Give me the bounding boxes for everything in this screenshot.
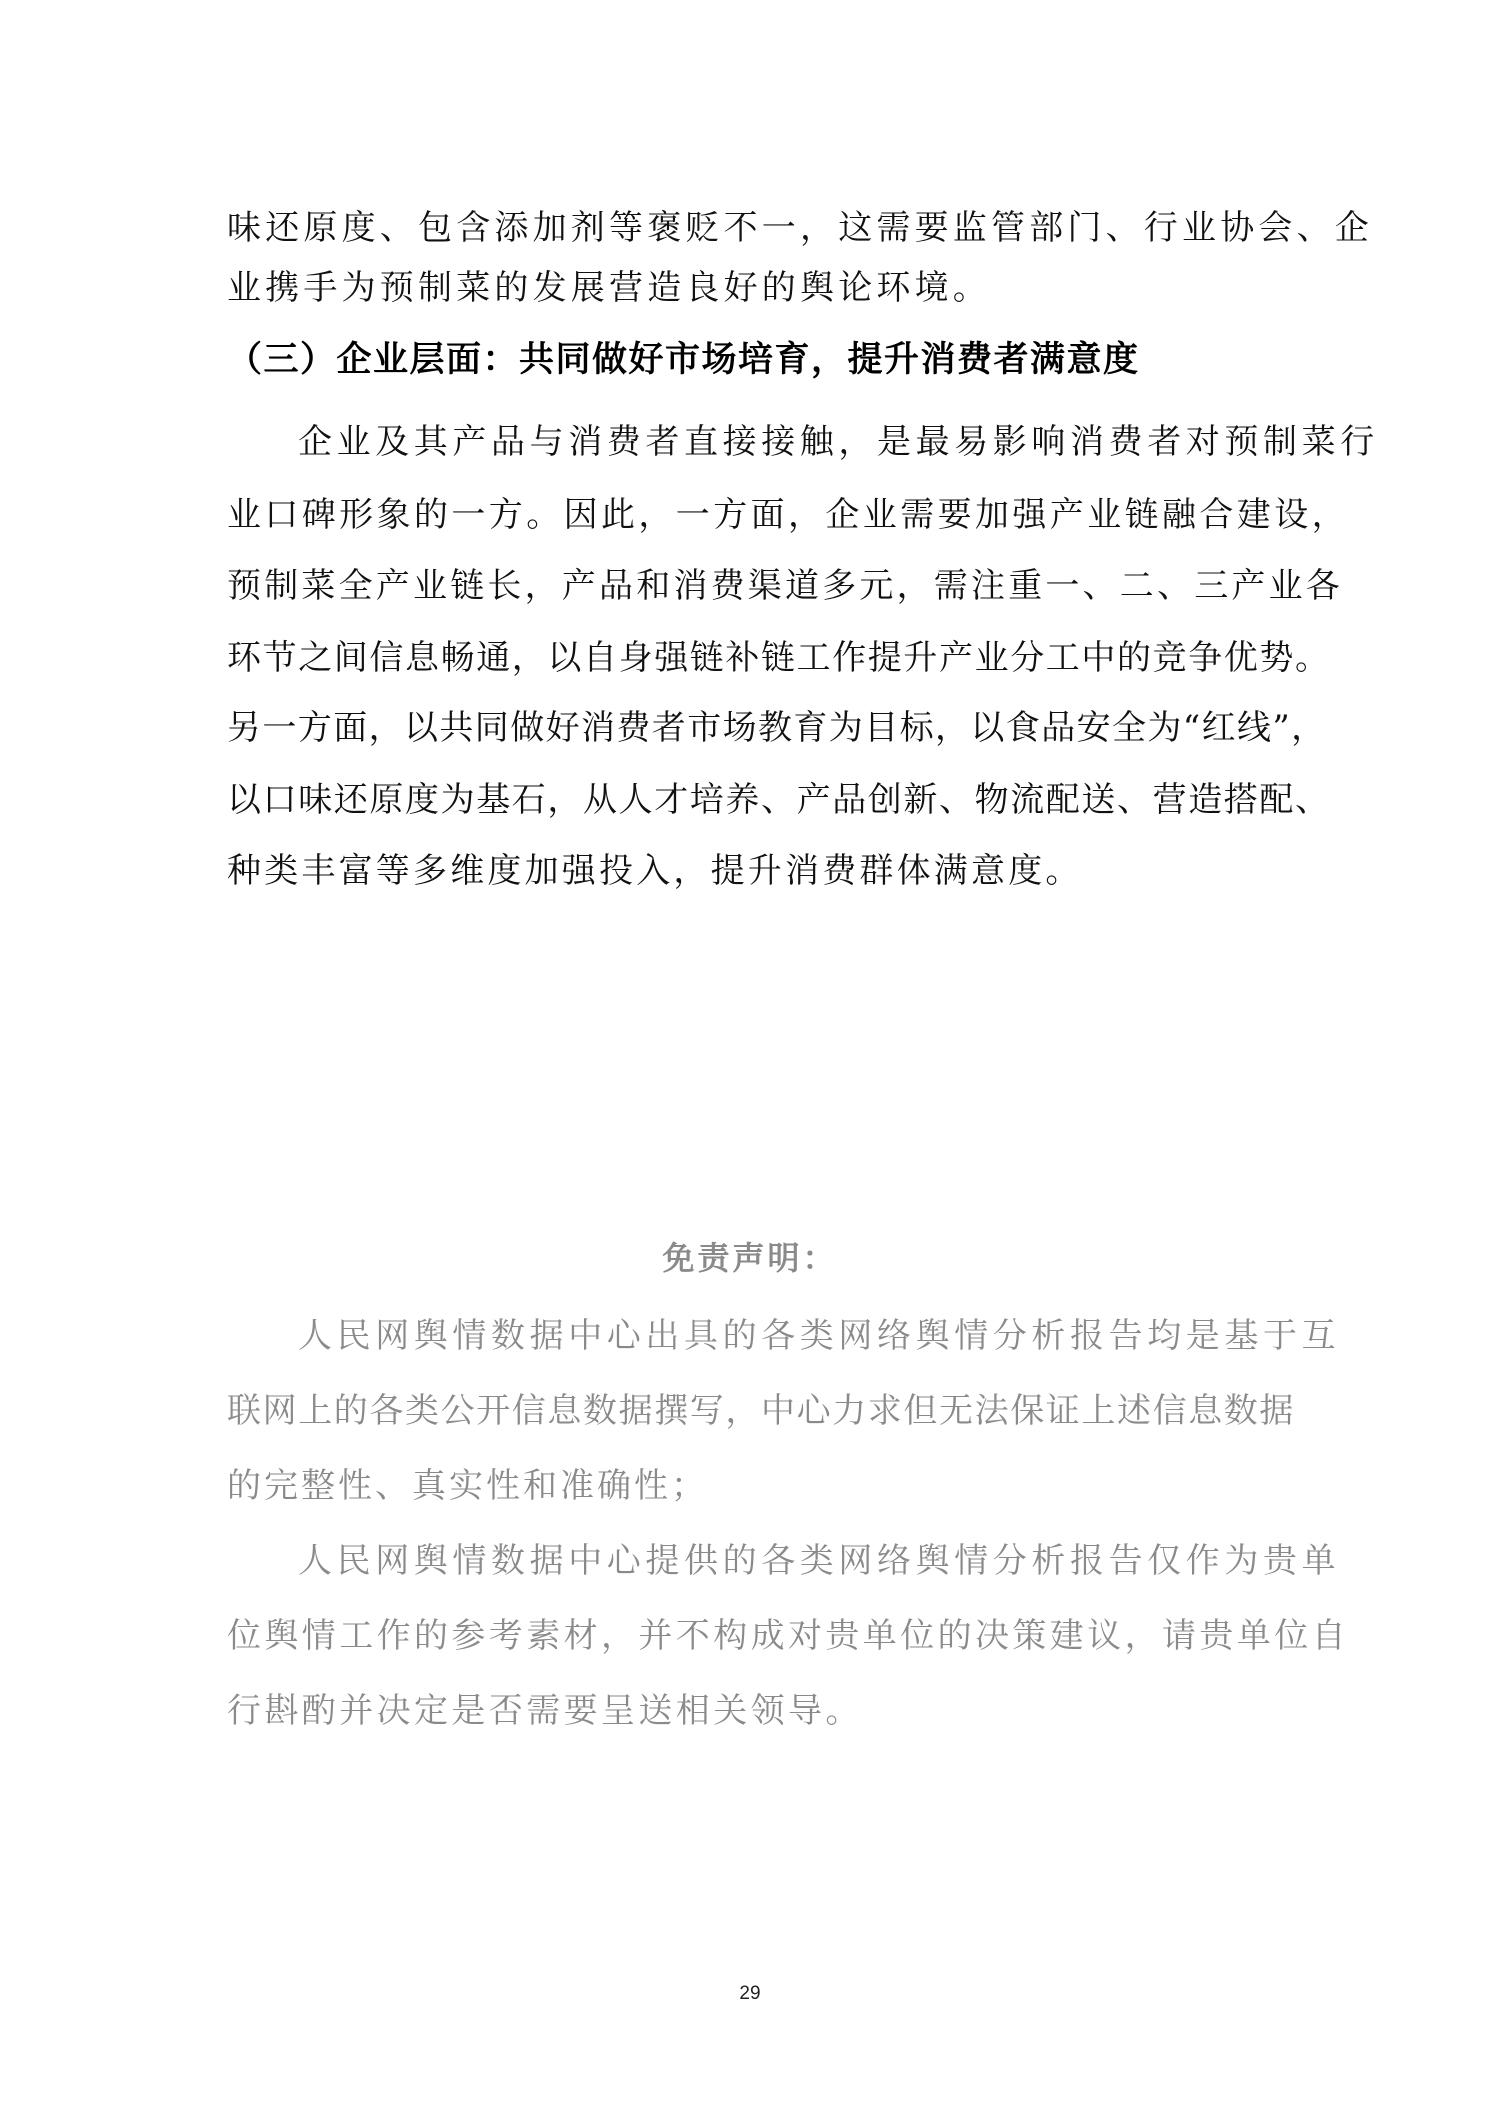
disclaimer-line: 行斟酌并决定是否需要呈送相关领导。: [227, 1691, 863, 1731]
disclaimer-line: 人民网舆情数据中心出具的各类网络舆情分析报告均是基于互: [298, 1316, 1341, 1356]
disclaimer-line: 人民网舆情数据中心提供的各类网络舆情分析报告仅作为贵单: [298, 1541, 1341, 1581]
body-text-line: 味还原度、包含添加剂等褒贬不一，这需要监管部门、行业协会、企: [227, 208, 1373, 248]
body-text-line: 业口碑形象的一方。因此，一方面，企业需要加强产业链融合建设，: [227, 495, 1349, 535]
disclaimer-line: 位舆情工作的参考素材，并不构成对贵单位的决策建议，请贵单位自: [227, 1616, 1349, 1656]
body-text-line: 预制菜全产业链长，产品和消费渠道多元，需注重一、二、三产业各: [227, 566, 1343, 606]
disclaimer-title: 免责声明：: [662, 1239, 838, 1277]
body-text-line: 以口味还原度为基石，从人才培养、产品创新、物流配送、营造搭配、: [227, 780, 1331, 820]
disclaimer-line: 联网上的各类公开信息数据撰写，中心力求但无法保证上述信息数据: [227, 1391, 1295, 1431]
body-text-line: 另一方面，以共同做好消费者市场教育为目标，以食品安全为“红线”，: [227, 708, 1327, 748]
body-text-line: 企业及其产品与消费者直接接触，是最易影响消费者对预制菜行: [298, 422, 1379, 462]
disclaimer-line: 的完整性、真实性和准确性；: [227, 1466, 708, 1506]
body-text-line: 业携手为预制菜的发展营造良好的舆论环境。: [227, 268, 991, 308]
page-number: 29: [739, 1983, 761, 2004]
section-heading: （三）企业层面：共同做好市场培育，提升消费者满意度: [227, 340, 1140, 380]
body-text-line: 种类丰富等多维度加强投入，提升消费群体满意度。: [227, 851, 1083, 891]
body-text-line: 环节之间信息畅通，以自身强链补链工作提升产业分工中的竞争优势。: [227, 638, 1331, 678]
